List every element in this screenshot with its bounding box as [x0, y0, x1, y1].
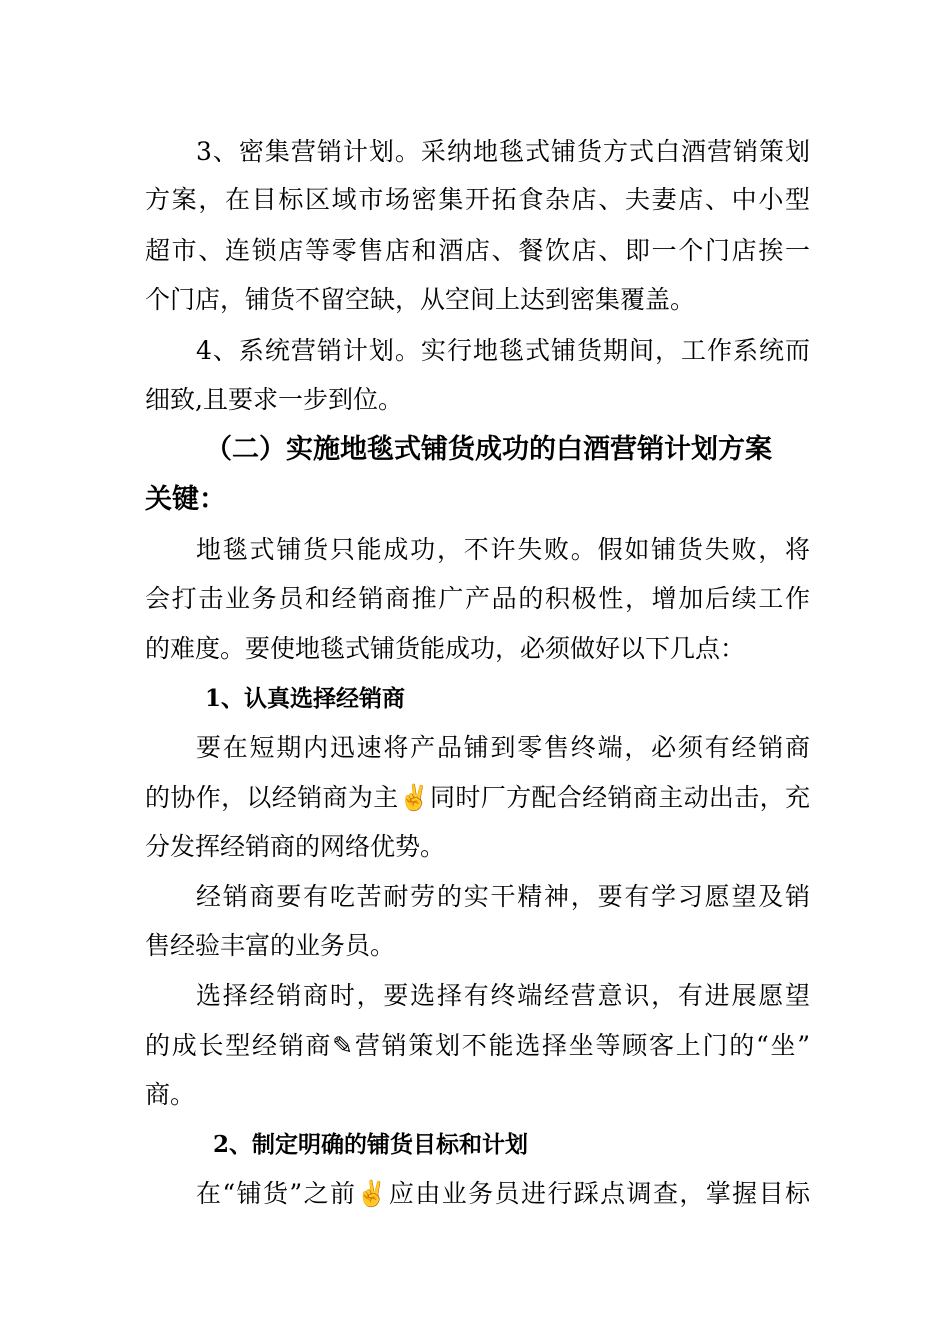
paragraph-5-line-3: 的难度。要使地毯式铺货能成功，必须做好以下几点： — [145, 634, 746, 663]
paragraph-3-line-2: 方案，在目标区域市场密集开拓食杂店、夫妻店、中小型 — [145, 185, 810, 214]
paragraph-5-line-2: 会打击业务员和经销商推广产品的积极性，增加后续工作 — [145, 584, 810, 613]
paragraph-7-line-2: 售经验丰富的业务员。 — [145, 931, 396, 960]
paragraph-3-line-3: 超市、连锁店等零售店和酒店、餐饮店、即一个门店挨一 — [145, 236, 810, 265]
section-heading-line-1: （二）实施地毯式铺货成功的白酒营销计划方案 — [205, 434, 772, 465]
section-heading-line-2: 关键： — [145, 484, 226, 515]
paragraph-6-line-3: 分发挥经销商的网络优势。 — [145, 832, 446, 861]
paragraph-4-line-2: 细致,且要求一步到位。 — [145, 385, 403, 414]
paragraph-9-line-1: 在“铺货”之前✌应由业务员进行踩点调查，掌握目标 — [196, 1179, 810, 1208]
paragraph-4-line-1: 4、系统营销计划。实行地毯式铺货期间，工作系统而 — [196, 336, 810, 365]
paragraph-5-line-1: 地毯式铺货只能成功，不许失败。假如铺货失败，将 — [196, 535, 810, 564]
paragraph-3-line-1: 3、密集营销计划。采纳地毯式铺货方式白酒营销策划 — [196, 137, 810, 166]
paragraph-8-line-2: 的成长型经销商✎营销策划不能选择坐等顾客上门的“坐” — [145, 1031, 810, 1060]
paragraph-6-line-2: 的协作，以经销商为主✌同时厂方配合经销商主动出击，充 — [145, 783, 810, 812]
paragraph-6-line-1: 要在短期内迅速将产品铺到零售终端，必须有经销商 — [196, 733, 810, 762]
subheading-2: 2、制定明确的铺货目标和计划 — [213, 1131, 529, 1158]
paragraph-8-line-1: 选择经销商时，要选择有终端经营意识，有进展愿望 — [196, 981, 810, 1010]
subheading-1: 1、认真选择经销商 — [205, 685, 406, 712]
paragraph-8-line-3: 商。 — [145, 1080, 196, 1109]
paragraph-7-line-1: 经销商要有吃苦耐劳的实干精神，要有学习愿望及销 — [196, 882, 810, 911]
paragraph-3-line-4: 个门店，铺货不留空缺，从空间上达到密集覆盖。 — [145, 285, 696, 314]
